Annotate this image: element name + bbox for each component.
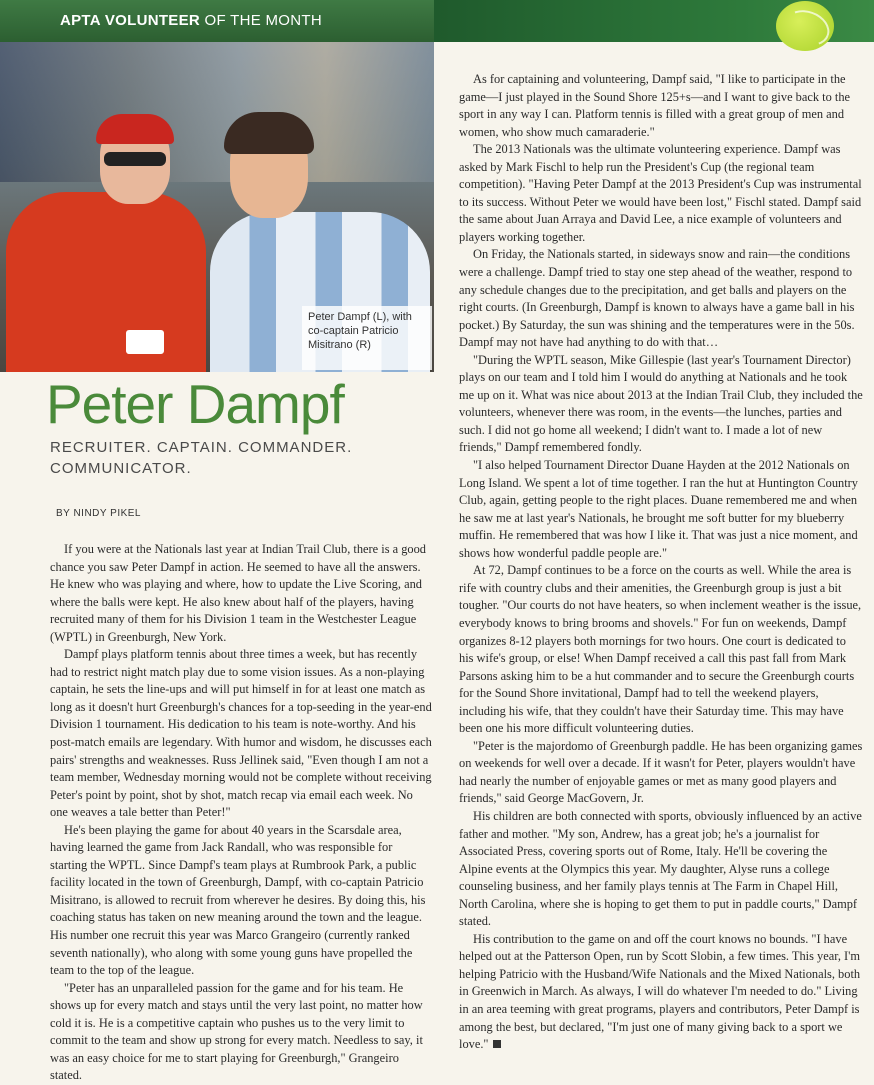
paragraph: At 72, Dampf continues to be a force on the courts as well. While the area is rife with country clubs and their amenities, the Greenburgh group is just a bit tougher. "Our courts do not have heaters, so when inclement weather is the issue, everybody knows to bring brooms and shovels." For fun on weekends, Dampf organizes 8-12 players both mornings for two hours. One court is dedicated to his wife's group, or else! When Dampf received a call this past fall from Mark Parsons asking him to be a hut commander and to secure the Greenburgh courts for the Sound Shore invitational, Dampf had to tell the weekend players, including his wife, that they couldn't have their Saturday time. This may have been one his more difficult volunteering duties.	[459, 563, 862, 736]
paragraph: Dampf plays platform tennis about three times a week, but has recently had to restrict night match play due to some vision issues. As a non-playing captain, he sets the line-ups and will put himself in for at least one match as long as it doesn't hurt Greenburgh's chances for a top-seeding in the year-end Division 1 tournament. His dedication to his team is note-worthy. And his post-match emails are legendary. With humor and wisdom, he discusses each pairs' strengths and weaknesses. Russ Jellinek said, "Even though I am not a team member, Wednesday morning would not be complete without receiving Peter's point by point, shot by shot, match recap via email each week. No one weaves a tale better than Peter!"	[50, 647, 432, 820]
article-title: Peter Dampf	[46, 373, 344, 435]
paddle-ball-icon	[776, 1, 834, 51]
section-banner	[0, 0, 434, 42]
paragraph: He's been playing the game for about 40 years in the Scarsdale area, having learned the game from Jack Randall, who was responsible for starting the WPTL. Since Dampf's team plays at Rumbrook Park, a public facility located in the town of Greenburgh, Dampf, with co-captain Patricio Misitrano, is allowed to recruit from wherever he desires. By doing this, his coaching status has taken on new meaning around the town and the league. His number one recruit this year was Marco Grangeiro (currently ranked seventh nationally), who along with some young guns have propelled the team to the top of the league.	[50, 822, 426, 978]
banner-title: APTA VOLUNTEER OF THE MONTH	[60, 12, 322, 29]
paragraph: As for captaining and volunteering, Dampf said, "I like to participate in the game—I just played in the Sound Shore 125+s—and I want to give back to the sport in any way I can. Platform tennis is filled with a great group of men and women, who show much camaraderie."	[459, 72, 851, 139]
end-mark-icon	[493, 1040, 501, 1048]
paragraph: "Peter is the majordomo of Greenburgh paddle. He has been organizing games on weekends for well over a decade. If it wasn't for Peter, players wouldn't have had nearly the number of enjoyable games or met as many good players and friends," said George MacGovern, Jr.	[459, 738, 863, 806]
paragraph: "Peter has an unparalleled passion for the game and for his team. He shows up for every match and stays until the very last point, no matter how cold it is. He is a competitive captain who pushes us to the very limit to commit to the team and show up strong for every match. Needless to say, it was an easy choice for me to start playing for Greenburgh," Grangeiro stated.	[50, 980, 423, 1083]
paragraph: "During the WPTL season, Mike Gillespie (last year's Tournament Director) plays on our team and I told him I would do anything at Nationals and he took me up on it. What was nice about 2013 at the Indian Trail Club, they included the volunteers, whenever there was room, in the events—the lunches, parties and such. I did not go home all weekend; I didn't want to. I made a lot of new friends," Dampf remembered fondly.	[459, 352, 863, 455]
article-subtitle: RECRUITER. CAPTAIN. COMMANDER. COMMUNICATOR.	[50, 439, 353, 477]
paragraph: If you were at the Nationals last year at Indian Trail Club, there is a good chance you saw Peter Dampf in action. He seemed to have all the answers. He knew who was playing and where, how to update the Live Scoring, and where the balls were kept. He also knew about half of the players, having recruited many of them for his Division 1 team in the Westchester League (WPTL) in Greenburgh, New York.	[50, 542, 426, 644]
paragraph: "I also helped Tournament Director Duane Hayden at the 2012 Nationals on Long Island. We spent a lot of time together. I ran the hut at Huntington Country Club, again, getting people to the right places. Duane remembered me and when he saw me at last year's Nationals, he brought me soft butter for my blueberry muffin. He remembered that was how I like it. That was just a nice moment, and shows how wonderful paddle people are."	[459, 458, 858, 560]
article-column-right	[459, 71, 863, 1054]
article-column-left	[50, 541, 432, 1085]
photo-caption: Peter Dampf (L), with co-captain Patricio Misitrano (R)	[302, 306, 432, 370]
paragraph: His children are both connected with sports, obviously influenced by an active father and mother. "My son, Andrew, has a great job; he's a journalist for Associated Press, covering sports out of Rome, Italy. He'll be covering the Alpine events at the Olympics this year. My daughter, Alyse runs a college counseling business, and her family plays tennis at The Farm in Chapel Hill, North Carolina, where she is hoping to get them to put in paddle courts," Dampf stated.	[459, 808, 862, 929]
paragraph: His contribution to the game on and off the court knows no bounds. "I have helped out at the Patterson Open, run by Scott Slobin, a few times. This year, I'm helping Patricio with the Husband/Wife Nationals and the Mixed Nationals, both in Greenwich in March. As always, I will do whatever I'm needed to do." Living in an area teeming with great programs, players and contributors, Peter Dampf is among the best, but declared, "I'm just one of many giving back to a sport we love."	[459, 931, 861, 1052]
paragraph: On Friday, the Nationals started, in sideways snow and rain—the conditions were a challenge. Dampf tried to stay one step ahead of the weather, respond to any schedule changes due to the precipitation, and get balls and players on the right courts. (In Greenburgh, Dampf is known to always have a game ball in his pocket.) By Saturday, the sun was shining and the temperatures were in the 50s. Dampf may not have had anything to do with that…	[459, 247, 855, 350]
byline: BY NINDY PIKEL	[56, 508, 141, 519]
paragraph: The 2013 Nationals was the ultimate volunteering experience. Dampf was asked by Mark Fischl to help run the President's Cup (the regional team competition). "Having Peter Dampf at the 2013 President's Cup was instrumental to its success. Without Peter we would have been lost," Fischl stated. Dampf said the same about Juan Arraya and David Lee, a nice example of volunteers and players working together.	[459, 142, 862, 244]
